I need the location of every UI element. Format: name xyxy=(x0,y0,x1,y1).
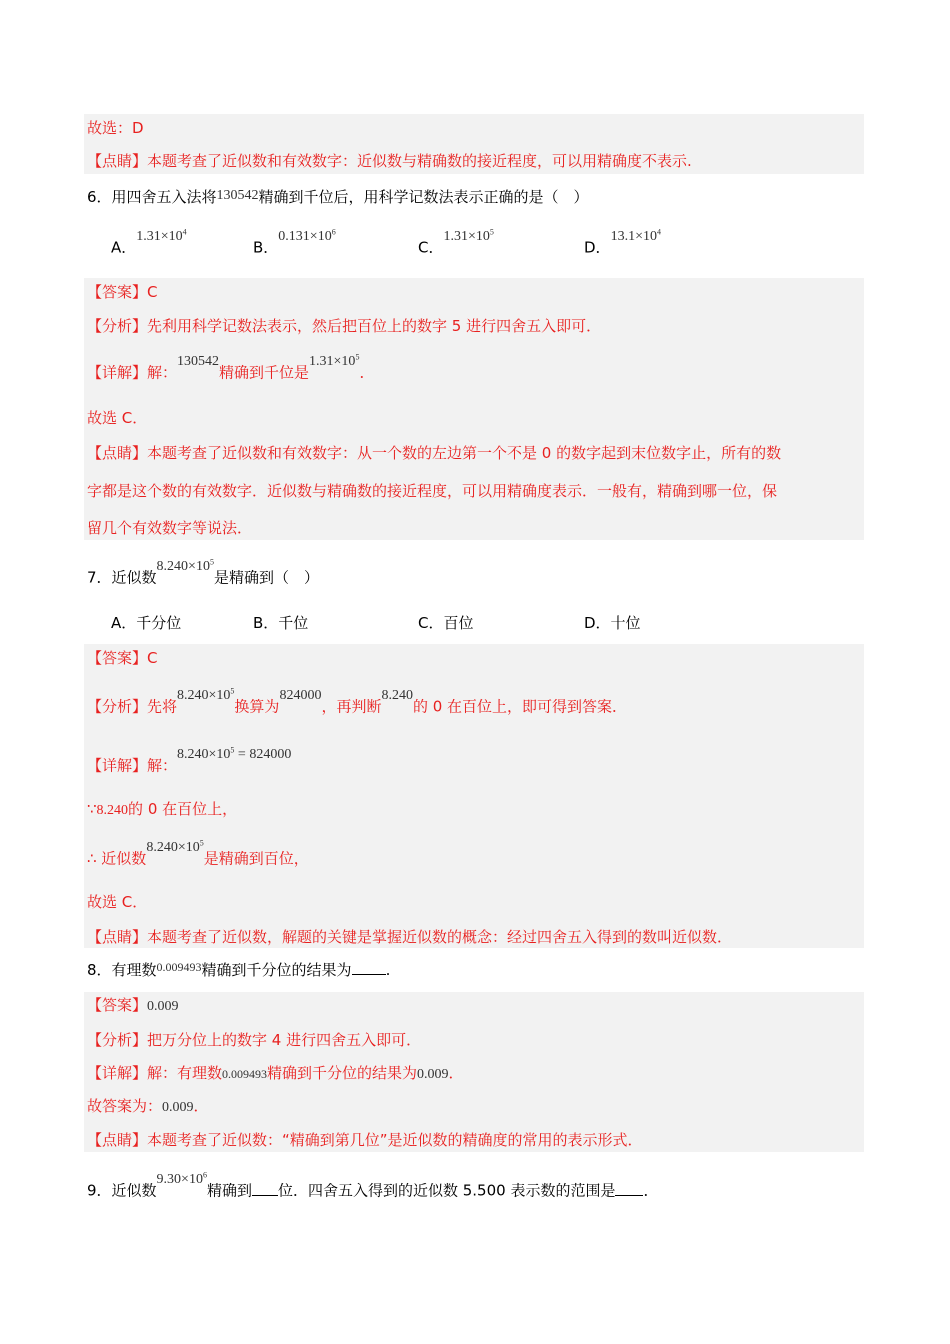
q6-detail: 【详解】解：130542精确到千位是$1.31\times 10^5$． xyxy=(87,352,375,382)
point-line: 【点睛】本题考查了近似数和有效数字：近似数与精确数的接近程度，可以用精确度不表示. xyxy=(87,152,692,170)
q6-point-2: 字都是这个数的有效数字．近似数与精确数的接近程度，可以用精确度表示．一般有，精确到哪一位，保 xyxy=(87,482,778,500)
q7-option-d[interactable]: D．十位 xyxy=(584,614,641,632)
q7-because: ∵8.240的 0 在百位上， xyxy=(87,800,238,818)
q7-analysis: 【分析】先将$8.240\times 10^5$换算为824000，再判断8.240的 0 在百位上，即可得到答案． xyxy=(87,686,628,716)
q6-option-b[interactable]: B．$0.131\times 10^6$ xyxy=(253,227,336,257)
q6-point-1: 【点睛】本题考查了近似数和有效数字：从一个数的左边第一个不是 0 的数字起到末位数字止，所有的数 xyxy=(87,444,782,462)
q6-choose: 故选 C． xyxy=(87,409,148,427)
question-7-stem: 7．近似数$8.240\times 10^5$是精确到（ ） xyxy=(87,557,319,587)
choose-line: 故选：D xyxy=(87,119,144,137)
q7-option-a[interactable]: A．千分位 xyxy=(111,614,182,632)
question-9-stem: 9．近似数$9.30\times 10^6$精确到 位．四舍五入得到的近似数 5.500 表示数的范围是 ． xyxy=(87,1170,659,1200)
q7-choose: 故选 C． xyxy=(87,893,148,911)
q6-analysis: 【分析】先利用科学记数法表示，然后把百位上的数字 5 进行四舍五入即可． xyxy=(87,317,602,335)
answer-blank-2[interactable] xyxy=(615,1181,643,1196)
q7-detail: 【详解】解：$8.240\times 10^5 = 824000$ xyxy=(87,745,292,775)
q8-point: 【点睛】本题考查了近似数：“精确到第几位”是近似数的精确度的常用的表示形式． xyxy=(87,1131,643,1149)
answer-blank-1[interactable] xyxy=(252,1181,278,1196)
q7-point: 【点睛】本题考查了近似数，解题的关键是掌握近似数的概念：经过四舍五入得到的数叫近似数． xyxy=(87,928,733,946)
q7-option-b[interactable]: B．千位 xyxy=(253,614,309,632)
q8-detail: 【详解】解：有理数0.009493精确到千分位的结果为0.009． xyxy=(87,1064,464,1082)
q8-answer: 【答案】0.009 xyxy=(87,996,179,1014)
answer-blank[interactable] xyxy=(352,960,386,975)
q6-option-c[interactable]: C．$1.31\times 10^5$ xyxy=(418,227,494,257)
question-8-stem: 8．有理数$^{0.009493}$精确到千分位的结果为 . xyxy=(87,960,391,979)
question-6-stem: 6．用四舍五入法将130542精确到千位后，用科学记数法表示正确的是（ ） xyxy=(87,188,589,206)
q6-option-d[interactable]: D．$13.1\times 10^4$ xyxy=(584,227,661,257)
q7-option-c[interactable]: C．百位 xyxy=(418,614,474,632)
q8-final: 故答案为：0.009． xyxy=(87,1097,209,1115)
q7-therefore: ∴ 近似数$8.240\times 10^5$是精确到百位， xyxy=(87,838,309,868)
q6-point-3: 留几个有效数字等说法． xyxy=(87,519,253,537)
q6-option-a[interactable]: A．$1.31\times 10^4$ xyxy=(111,227,187,257)
q8-analysis: 【分析】把万分位上的数字 4 进行四舍五入即可． xyxy=(87,1031,422,1049)
q7-answer: 【答案】C xyxy=(87,649,158,667)
q6-answer: 【答案】C xyxy=(87,283,158,301)
